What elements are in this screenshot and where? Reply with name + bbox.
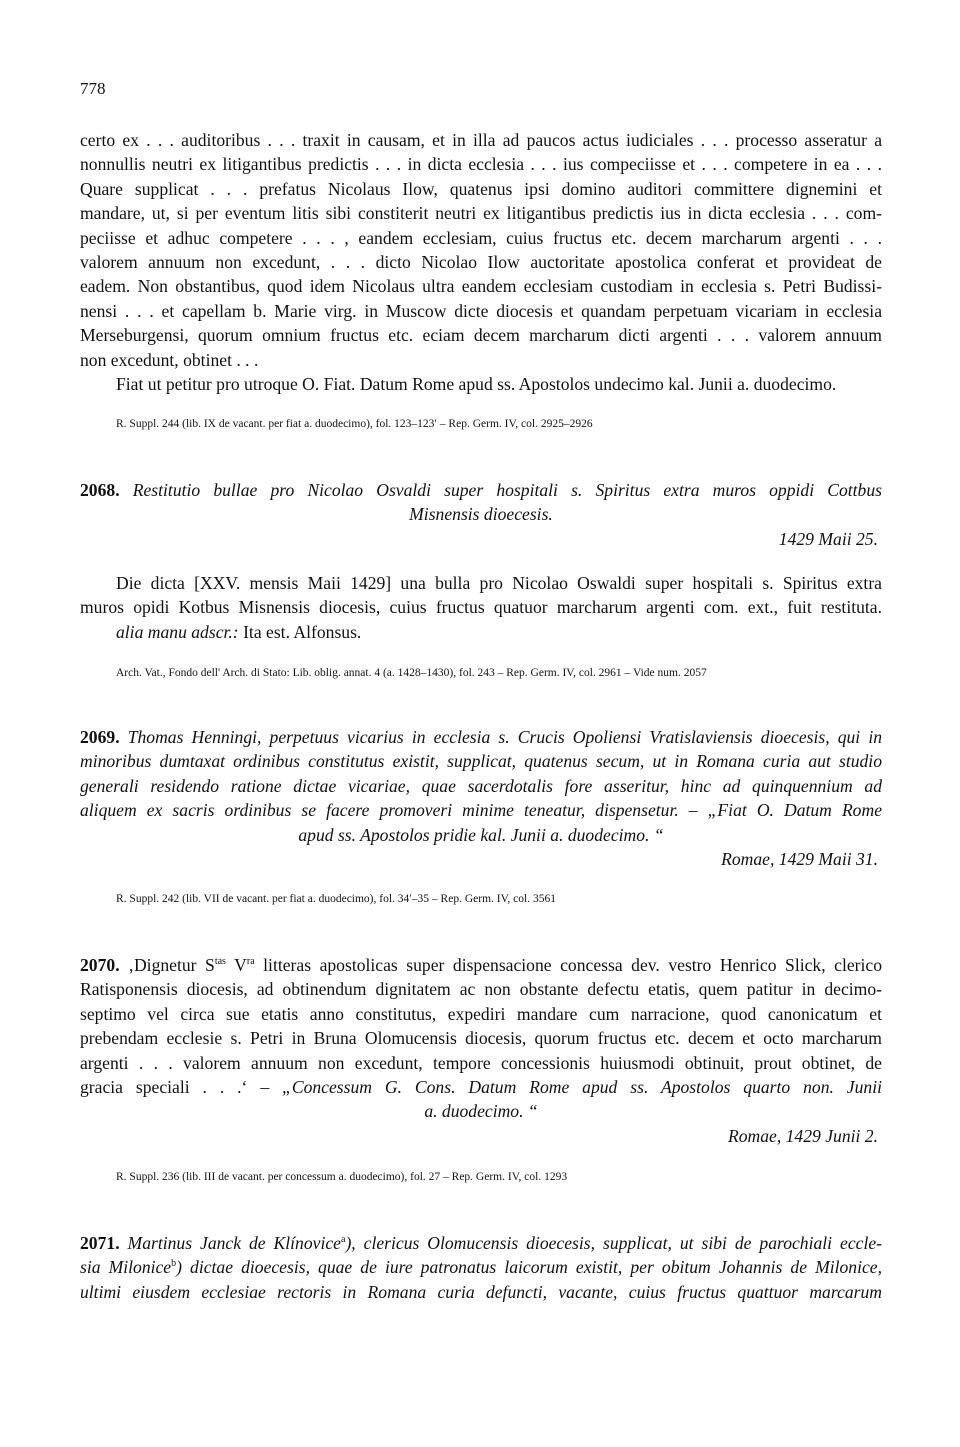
note-line	[80, 620, 882, 644]
text-line: nensi . . . et capellam b. Marie virg. in Muscow dicte diocesis et quandam perpetuam vicariam in ecclesia	[80, 300, 882, 321]
entry-number: 2070.	[80, 955, 120, 975]
text-line: Thomas Henningi, perpetuus vicarius in ecclesia s. Crucis Opoliensi Vratislaviensis dioecesis, qui in	[127, 727, 882, 747]
entry-2068-header	[80, 478, 882, 551]
note-label: alia manu adscr.:	[116, 621, 239, 642]
entry-title: Restitutio bullae pro Nicolao Osvaldi super hospitali s. Spiritus extra muros oppidi Cottbus	[132, 480, 882, 500]
text-line: nonnullis neutri ex litigantibus predictis . . . in dicta ecclesia . . . ius compeciisse et . . . competere in ea . . .	[80, 154, 882, 175]
entry-date: Romae, 1429 Junii 2.	[727, 1125, 878, 1146]
superscript: ra	[246, 956, 255, 968]
text-line: Die dicta [XXV. mensis Maii 1429] una bulla pro Nicolao Oswaldi super hospitali s. Spiritus extra	[116, 573, 882, 593]
text-line: peciisse et adhuc competere . . . , eandem ecclesiam, cuius fructus etc. decem marcharum argenti . . .	[80, 227, 882, 248]
text-line: a. duodecimo. “	[424, 1101, 538, 1122]
entry-2070	[80, 953, 882, 1148]
source-note: R. Suppl. 244 (lib. IX de vacant. per fiat a. duodecimo), fol. 123–123′ – Rep. Germ. IV, col. 2925–2926	[116, 418, 593, 430]
text-fragment: sia Milonice	[80, 1257, 172, 1278]
text-line: mandare, ut, si per eventum litis sibi constiterit neutri ex litigantibus predictis ius in dicta ecclesia . . . com-	[80, 203, 882, 224]
text-line	[80, 953, 882, 977]
text-fragment: ‚Dignetur S	[119, 955, 215, 975]
page-number: 778	[80, 79, 106, 98]
text-line: prebendam ecclesie s. Petri in Bruna Olomucensis diocesis, quorum fructus etc. decem et octo marcharum	[80, 1028, 882, 1049]
source-note: R. Suppl. 242 (lib. VII de vacant. per fiat a. duodecimo), fol. 34′–35 – Rep. Germ. IV, col. 3561	[116, 893, 556, 905]
text-line: ultimi eiusdem ecclesiae rectoris in Romana curia defuncti, vacante, cuius fructus quattuor marcarum	[80, 1281, 882, 1302]
text-line: aliquem ex sacris ordinibus se facere promoveri minime teneatur, dispensetur. – „Fiat O. Datum Rome	[80, 800, 882, 821]
text-line	[80, 1075, 882, 1099]
fiat-line: Fiat ut petitur pro utroque O. Fiat. Datum Rome apud ss. Apostolos undecimo kal. Junii a. duodecimo.	[116, 374, 837, 395]
text-line: apud ss. Apostolos pridie kal. Junii a. duodecimo. “	[298, 824, 664, 845]
entry-number: 2069.	[80, 727, 120, 747]
text-line: non excedunt, obtinet . . .	[80, 349, 259, 370]
text-line: Quare supplicat . . . prefatus Nicolaus Ilow, quatenus ipsi domino auditori committere dignemini et	[80, 178, 882, 199]
text-line: generali residendo ratione dictae vicariae, quae sacerdotalis fore asseritur, hinc ad quinquennium ad	[80, 775, 882, 796]
text-line: eadem. Non obstantibus, quod idem Nicolaus ultra eandem ecclesiam custodiam in ecclesia s. Petri Budissi-	[80, 276, 882, 297]
entry-2071	[80, 1231, 882, 1304]
text-line: minoribus dumtaxat ordinibus constitutus existit, supplicat, quatenus secum, ut in Romana curia aut studio	[80, 751, 882, 772]
text-line: argenti . . . valorem annuum non excedunt, tempore concessionis huiusmodi obtinuit, prout obtinet, de	[80, 1052, 882, 1073]
text-fragment: ) dictae dioecesis, quae de iure patronatus laicorum existit, per obitum Johannis de Milonice,	[176, 1257, 882, 1278]
entry-2069	[80, 725, 882, 871]
entry-number: 2068.	[80, 480, 120, 500]
note-text: Ita est. Alfonsus.	[238, 621, 362, 642]
text-fragment: Martinus Janck de Klínovice	[119, 1233, 341, 1253]
text-line: valorem annuum non excedunt, . . . dicto Nicolao Ilow auctoritate apostolica conferat et provideat de	[80, 252, 882, 273]
text-fragment: V	[225, 955, 247, 975]
text-line: septimo vel circa sue etatis anno constitutus, expediri mandare cum narracione, quod canonicatum et	[80, 1003, 882, 1024]
superscript: tas	[214, 956, 226, 968]
text-fragment: gracia speciali . . .‘ –	[80, 1077, 283, 1098]
entry-2068-text	[80, 571, 882, 644]
text-line: Ratisponensis diocesis, ad obtinendum dignitatem ac non obstante defectu etatis, quem patitur in decimo-	[80, 979, 882, 1000]
footnote-marker: b	[171, 1258, 177, 1270]
text-line: certo ex . . . auditoribus . . . traxit in causam, et in illa ad paucos actus iudiciales . . . processo asseratur a	[80, 130, 882, 150]
text-fragment: litteras apostolicas super dispensacione concessa dev. vestro Henrico Slick, clerico	[254, 955, 882, 975]
source-note: R. Suppl. 236 (lib. III de vacant. per concessum a. duodecimo), fol. 27 – Rep. Germ. IV, col. 1293	[116, 1171, 568, 1183]
footnote-marker: a	[340, 1234, 346, 1246]
continuation-paragraph	[80, 128, 882, 396]
text-line: muros opidi Kotbus Misnensis diocesis, cuius fructus quatuor marcharum argenti com. ext., fuit restituta.	[80, 597, 882, 618]
source-note: Arch. Vat., Fondo dell' Arch. di Stato: Lib. oblig. annat. 4 (a. 1428–1430), fol. 243 – Rep. Germ. IV, col. 2961 – Vide num. 2057	[116, 667, 707, 679]
entry-number: 2071.	[80, 1233, 120, 1253]
entry-date: Romae, 1429 Maii 31.	[721, 849, 878, 870]
text-fragment: „Concessum G. Cons. Datum Rome apud ss. Apostolos quarto non. Junii	[282, 1077, 882, 1098]
text-fragment: ), clericus Olomucensis dioecesis, supplicat, ut sibi de parochiali eccle-	[345, 1233, 883, 1253]
text-line: Merseburgensi, quorum omnium fructus etc. eciam decem marcharum dicti argenti . . . valorem annuum	[80, 325, 882, 346]
entry-title-cont: Misnensis dioecesis.	[409, 504, 553, 525]
entry-date: 1429 Maii 25.	[778, 528, 878, 549]
